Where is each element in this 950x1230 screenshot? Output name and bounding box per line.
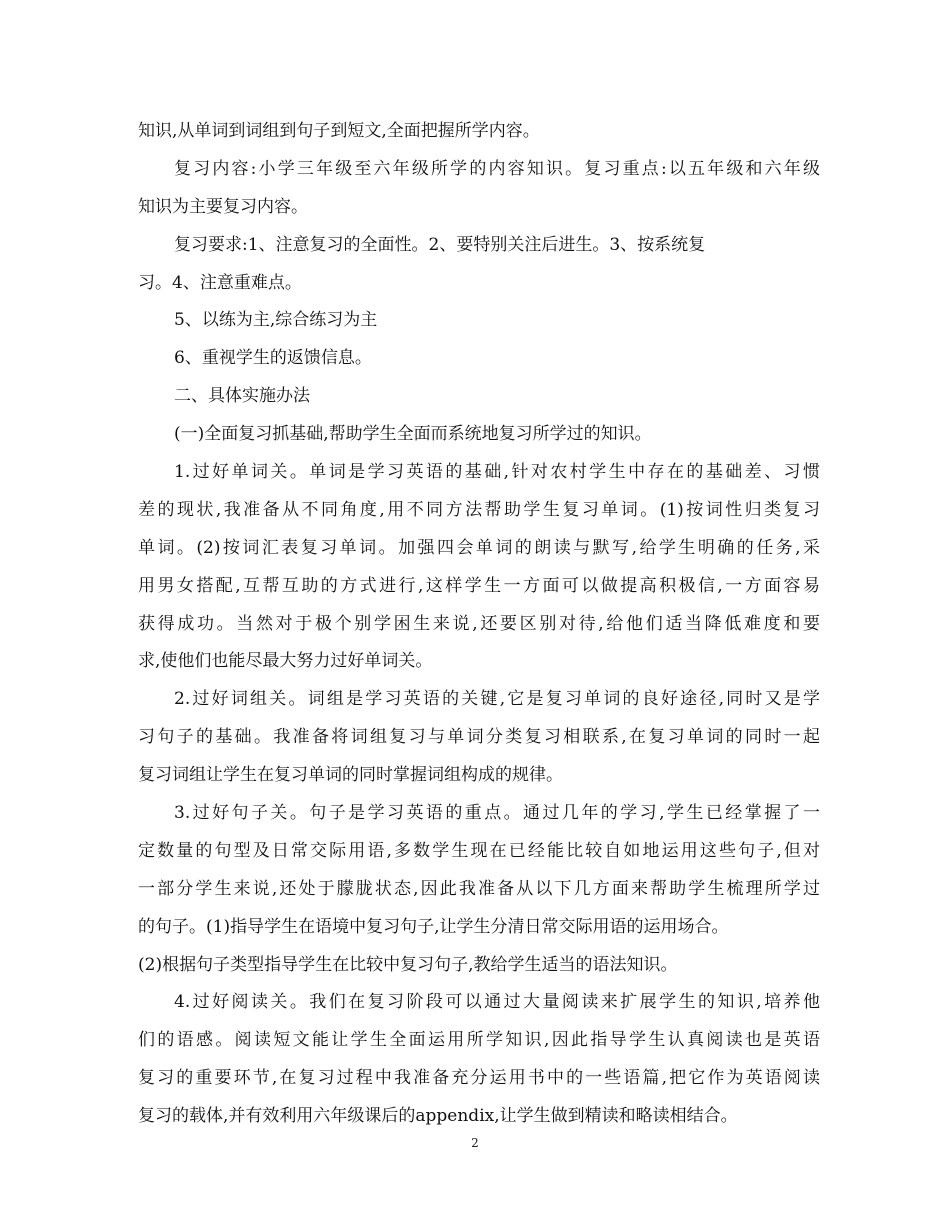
text-line: 复习的重要环节,在复习过程中我准备充分运用书中的一些语篇,把它作为英语阅读 [138, 1068, 820, 1089]
text-line: 获得成功。当然对于极个别学困生来说,还要区别对待,给他们适当降低难度和要 [138, 613, 820, 634]
text-line: 5、以练为主,综合练习为主 [174, 310, 378, 331]
text-line: 的句子。(1)指导学生在语境中复习句子,让学生分清日常交际用语的运用场合。 [138, 916, 729, 937]
text-line: 复习词组让学生在复习单词的同时掌握词组构成的规律。 [138, 765, 563, 786]
page-number: 2 [471, 1136, 479, 1150]
text-line: (2)根据句子类型指导学生在比较中复习句子,教给学生适当的语法知识。 [138, 954, 678, 975]
text-line: 定数量的句型及日常交际用语,多数学生现在已经能比较自如地运用这些句子,但对 [138, 840, 820, 861]
text-line: 复习的载体,并有效利用六年级课后的appendix,让学生做到精读和略读相结合。 [138, 1106, 738, 1127]
text-line: 习句子的基础。我准备将词组复习与单词分类复习相联系,在复习单词的同时一起 [138, 727, 820, 748]
text-line: 4.过好阅读关。我们在复习阶段可以通过大量阅读来扩展学生的知识,培养他 [174, 992, 820, 1013]
document-body [138, 113, 820, 1136]
text-line: 知识为主要复习内容。 [138, 196, 308, 217]
text-line: 用男女搭配,互帮互助的方式进行,这样学生一方面可以做提高积极信,一方面容易 [138, 575, 820, 596]
text-line: 1.过好单词关。单词是学习英语的基础,针对农村学生中存在的基础差、习惯 [174, 462, 820, 483]
text-line: 求,使他们也能尽最大努力过好单词关。 [138, 651, 433, 672]
text-line: 习。4、注意重难点。 [138, 272, 302, 293]
text-line: 知识,从单词到词组到句子到短文,全面把握所学内容。 [138, 121, 540, 141]
text-line: 一部分学生来说,还处于朦胧状态,因此我准备从以下几方面来帮助学生梳理所学过 [138, 878, 820, 899]
text-line: 单词。(2)按词汇表复习单词。加强四会单词的朗读与默写,给学生明确的任务,采 [138, 537, 820, 558]
text-line: 2.过好词组关。词组是学习英语的关键,它是复习单词的良好途径,同时又是学 [174, 689, 820, 710]
subsection-heading: (一)全面复习抓基础,帮助学生全面而系统地复习所学过的知识。 [174, 424, 652, 445]
text-line: 复习要求:1、注意复习的全面性。2、要特别关注后进生。3、按系统复 [174, 234, 706, 255]
text-line: 差的现状,我准备从不同角度,用不同方法帮助学生复习单词。(1)按词性归类复习 [138, 499, 820, 520]
text-line: 们的语感。阅读短文能让学生全面运用所学知识,因此指导学生认真阅读也是英语 [138, 1030, 820, 1051]
text-line: 复习内容:小学三年级至六年级所学的内容知识。复习重点:以五年级和六年级 [174, 158, 820, 179]
text-line: 3.过好句子关。句子是学习英语的重点。通过几年的学习,学生已经掌握了一 [174, 803, 820, 824]
section-heading: 二、具体实施办法 [174, 386, 310, 407]
text-line: 6、重视学生的返馈信息。 [174, 348, 372, 369]
